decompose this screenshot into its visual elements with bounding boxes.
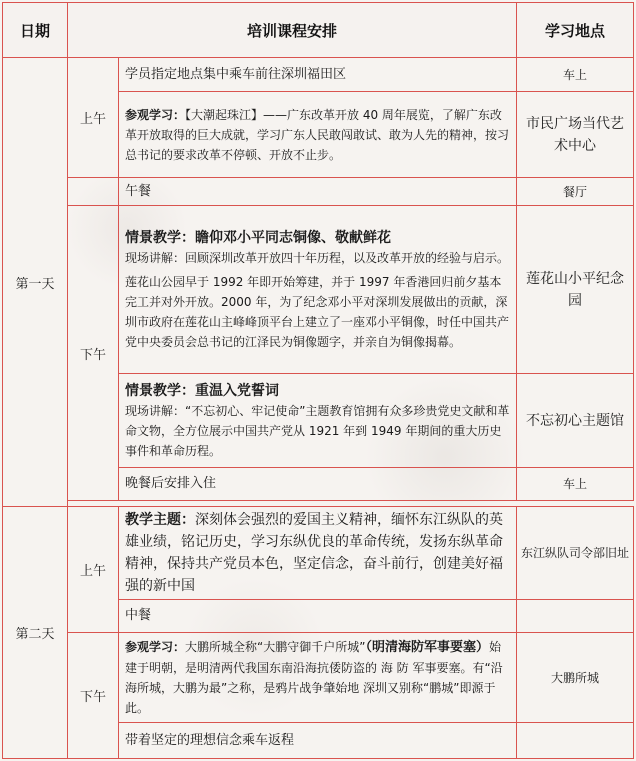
table-row <box>3 633 634 723</box>
day2-morning-row2-location <box>517 600 634 633</box>
day2-afternoon-row2-text: 带着坚定的理想信念乘车返程 <box>119 723 517 759</box>
day1-afternoon-row1-title: 情景教学：瞻仰邓小平同志铜像、敬献鲜花 <box>125 229 391 246</box>
day1-afternoon-row2-cell <box>119 374 517 468</box>
header-date: 日期 <box>3 3 68 58</box>
day2-morning-row1-text: 深刻体会强烈的爱国主义精神，缅怀东江纵队的英雄业绩，铭记历史，学习东纵优良的革命传统，发扬东纵革命精神，保持共产党员本色，坚定信念，奋斗前行，创建美好福强的新中国 <box>125 512 503 594</box>
header-course: 培训课程安排 <box>68 3 517 58</box>
day1-afternoon-row1-line1: 现场讲解：回顾深圳改革开放四十年历程，以及改革开放的经验与启示。 <box>125 250 510 265</box>
day2-afternoon-row1-title: 参观学习： <box>125 640 186 654</box>
day1-afternoon-row1-line2: 莲花山公园早于 1992 年即开始筹建，并于 1997 年香港回归前夕基本完工并对外开放。2000 年，为了纪念邓小平对深圳发展做出的贡献，深圳市政府在莲花山主峰峰顶平台上建立了一座邓小平铜像，时任中国共产党中央委员会总书记的江泽民为铜像题字，并亲自为铜像揭幕。 <box>125 274 510 349</box>
day1-morning-row1-text: 学员指定地点集中乘车前往深圳福田区 <box>119 58 517 92</box>
day1-lunch-location: 餐厅 <box>517 178 634 206</box>
table-row <box>3 507 634 600</box>
day1-morning-row2-location: 市民广场当代艺术中心 <box>517 92 634 178</box>
day1-lunch-text: 午餐 <box>119 178 517 206</box>
day1-afternoon-row1-cell <box>119 206 517 374</box>
day1-morning-row2-text: 【大潮起珠江】——广东改革开放 40 周年展览，了解广东改革开放取得的巨大成就，学习广东人民敢闯敢试、敢为人先的精神，按习总书记的要求改革不停顿、开放不止步。 <box>125 107 510 162</box>
day1-morning-row2-cell <box>119 92 517 178</box>
day2-morning-row1-cell <box>119 507 517 600</box>
day1-morning-row1-location: 车上 <box>517 58 634 92</box>
day2-afternoon-row1-text-c: 始建于明朝，是明清两代我国东南沿海抗倭防盗的 海 防 军事要塞。有“沿海所城，大鹏为最”之称，是鸦片战争肇始地 深圳又别称“鹏城”即源于此。 <box>125 640 503 715</box>
day1-label: 第一天 <box>3 58 68 507</box>
day1-afternoon-row1-location: 莲花山小平纪念园 <box>517 206 634 374</box>
day1-afternoon-row2-title: 情景教学：重温入党誓词 <box>125 382 279 399</box>
day2-afternoon-row1-cell <box>119 633 517 723</box>
day1-afternoon-row2-text: 现场讲解：“不忘初心、牢记使命”主题教育馆拥有众多珍贵党史文献和革命文物，全方位展示中国共产党从 1921 年到 1949 年期间的重大历史事件和革命历程。 <box>125 403 510 458</box>
day2-label: 第二天 <box>3 507 68 759</box>
day2-afternoon-row1-location: 大鹏所城 <box>517 633 634 723</box>
table-row <box>3 178 634 206</box>
day2-afternoon-row2-location <box>517 723 634 759</box>
day1-afternoon-row2-location: 不忘初心主题馆 <box>517 374 634 468</box>
day2-morning-label: 上午 <box>68 507 119 633</box>
day2-afternoon-row1-text-a: 大鹏所城全称“大鹏守御千户所城” <box>185 640 366 654</box>
day2-afternoon-label: 下午 <box>68 633 119 759</box>
day2-morning-row1-title: 教学主题： <box>125 512 195 528</box>
day1-morning-label: 上午 <box>68 58 119 178</box>
day2-morning-row2-text: 中餐 <box>119 600 517 633</box>
header-location: 学习地点 <box>517 3 634 58</box>
day2-morning-row1-location: 东江纵队司令部旧址 <box>517 507 634 600</box>
day1-afternoon-row3-text: 晚餐后安排入住 <box>119 468 517 501</box>
day1-lunch-spacer <box>68 178 119 206</box>
table-row <box>3 58 634 92</box>
day1-afternoon-row3-location: 车上 <box>517 468 634 501</box>
table-header-row <box>3 3 634 58</box>
day1-morning-row2-title: 参观学习： <box>125 107 186 122</box>
day2-afternoon-row1-bold-b: （明清海防军事要塞） <box>365 640 489 655</box>
table-row <box>3 206 634 374</box>
training-schedule-table <box>2 2 634 759</box>
day1-afternoon-label: 下午 <box>68 206 119 501</box>
